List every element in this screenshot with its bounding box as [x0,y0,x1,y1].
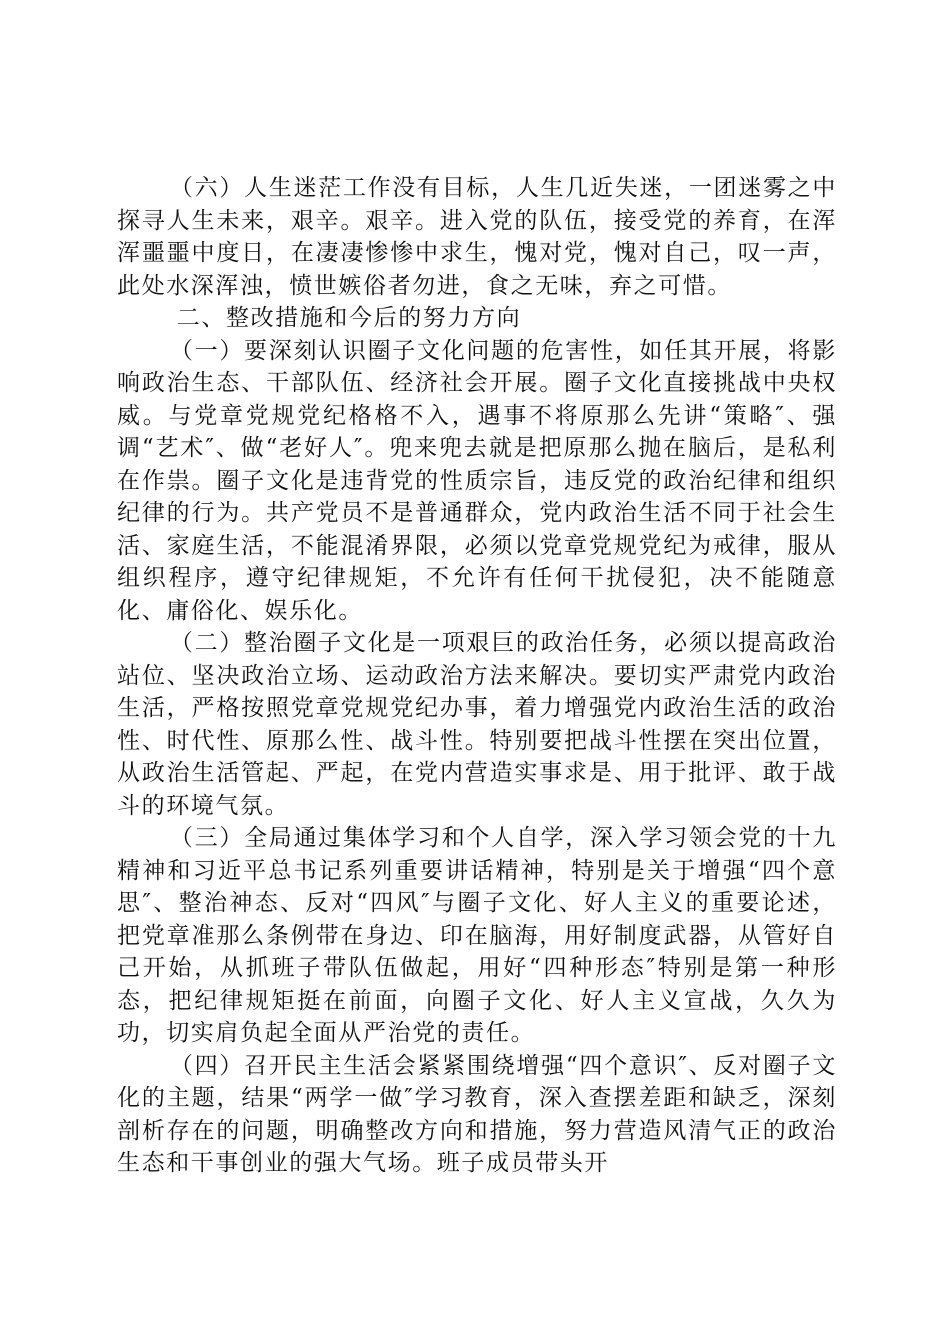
section-heading-rectification: 二、整改措施和今后的努力方向 [176,305,522,331]
paragraph-measure-one: （一）要深刻认识圈子文化问题的危害性，如任其开展，将影响政治生态、干部队伍、经济社会开展。圈子文化直接挑战中央权威。与党章党规党纪格格不入，遇事不将原那么先讲“策略″、强调“艺术″、做“老好人″。兜来兜去就是把原那么抛在脑后，是私利在作祟。圈子文化是违背党的性质宗旨，违反党的政治纪律和组织纪律的行为。共产党员不是普通群众，党内政治生活不同于社会生活、家庭生活，不能混淆界限，必须以党章党规党纪为戒律，服从组织程序，遵守纪律规矩，不允许有任何干扰侵犯，决不能随意化、庸俗化、娱乐化。 [117,337,837,624]
paragraph-measure-four: （四）召开民主生活会紧紧围绕增强“四个意识″、反对圈子文化的主题，结果“两学一做″学习教育，深入查摆差距和缺乏，深刻剖析存在的问题，明确整改方向和措施，努力营造风清气正的政治生态和干事创业的强大气场。班子成员带头开 [117,1052,837,1176]
paragraph-measure-three: （三）全局通过集体学习和个人自学，深入学习领会党的十九精神和习近平总书记系列重要讲话精神，特别是关于增强“四个意思″、整治神态、反对“四风″与圈子文化、好人主义的重要论述，把党章准那么条例带在身边、印在脑海，用好制度武器，从管好自己开始，从抓班子带队伍做起，用好“四种形态″特别是第一种形态，把纪律规矩挺在前面，向圈子文化、好人主义宣战，久久为功，切实肩负起全面从严治党的责任。 [117,825,837,1046]
paragraph-measure-two: （二）整治圈子文化是一项艰巨的政治任务，必须以提高政治站位、坚决政治立场、运动政治方法来解决。要切实严肃党内政治生活，严格按照党章党规党纪办事，着力增强党内政治生活的政治性、时代性、原那么性、战斗性。特别要把战斗性摆在突出位置，从政治生活管起、严起，在党内营造实事求是、用于批评、敢于战斗的环境气氛。 [117,630,837,819]
document-body [117,172,837,1180]
paragraph-six-confusion: （六）人生迷茫工作没有目标，人生几近失迷，一团迷雾之中探寻人生未来，艰辛。艰辛。进入党的队伍，接受党的养育，在浑浑噩噩中度日，在凄凄惨惨中求生，愧对党，愧对自己，叹一声，此处水深浑浊，愤世嫉俗者勿进，食之无味，弃之可惜。 [117,175,837,299]
